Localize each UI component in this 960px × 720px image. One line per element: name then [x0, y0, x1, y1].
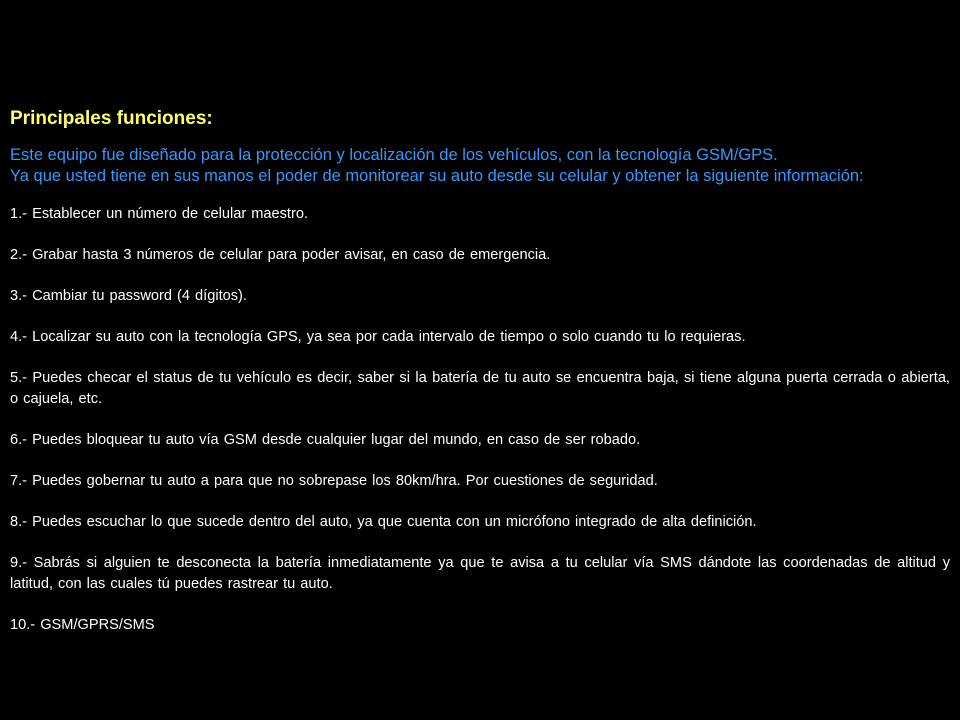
- list-item: 1.- Establecer un número de celular maestro.: [10, 206, 309, 222]
- list-item: 6.- Puedes bloquear tu auto vía GSM desde cualquier lugar del mundo, en caso de ser robado.: [10, 432, 641, 448]
- list-item: 9.- Sabrás si alguien te desconecta la batería inmediatamente ya que te avisa a tu celular vía SMS dándote las coordenadas de altitud y latitud, con las cuales tú puedes rastrear tu auto.: [10, 555, 950, 592]
- slide-title: Principales funciones:: [10, 108, 213, 129]
- list-item: 3.- Cambiar tu password (4 dígitos).: [10, 288, 247, 304]
- list-item: 2.- Grabar hasta 3 números de celular para poder avisar, en caso de emergencia.: [10, 247, 551, 263]
- list-item: 5.- Puedes checar el status de tu vehículo es decir, saber si la batería de tu auto se encuentra baja, si tiene alguna puerta cerrada o abierta, o cajuela, etc.: [10, 370, 950, 407]
- slide-content: [10, 107, 950, 656]
- functions-list: [10, 204, 950, 636]
- list-item: 7.- Puedes gobernar tu auto a para que no sobrepase los 80km/hra. Por cuestiones de seguridad.: [10, 473, 658, 489]
- intro-paragraph: Este equipo fue diseñado para la protección y localización de los vehículos, con la tecnología GSM/GPS.: [10, 146, 778, 164]
- list-item: 4.- Localizar su auto con la tecnología GPS, ya sea por cada intervalo de tiempo o solo cuando tu lo requieras.: [10, 329, 746, 345]
- list-item: 8.- Puedes escuchar lo que sucede dentro del auto, ya que cuenta con un micrófono integrado de alta definición.: [10, 514, 757, 530]
- intro-text: [10, 145, 950, 187]
- intro-paragraph: Ya que usted tiene en sus manos el poder de monitorear su auto desde su celular y obtener la siguiente información:: [10, 167, 864, 185]
- list-item: 10.- GSM/GPRS/SMS: [10, 617, 155, 633]
